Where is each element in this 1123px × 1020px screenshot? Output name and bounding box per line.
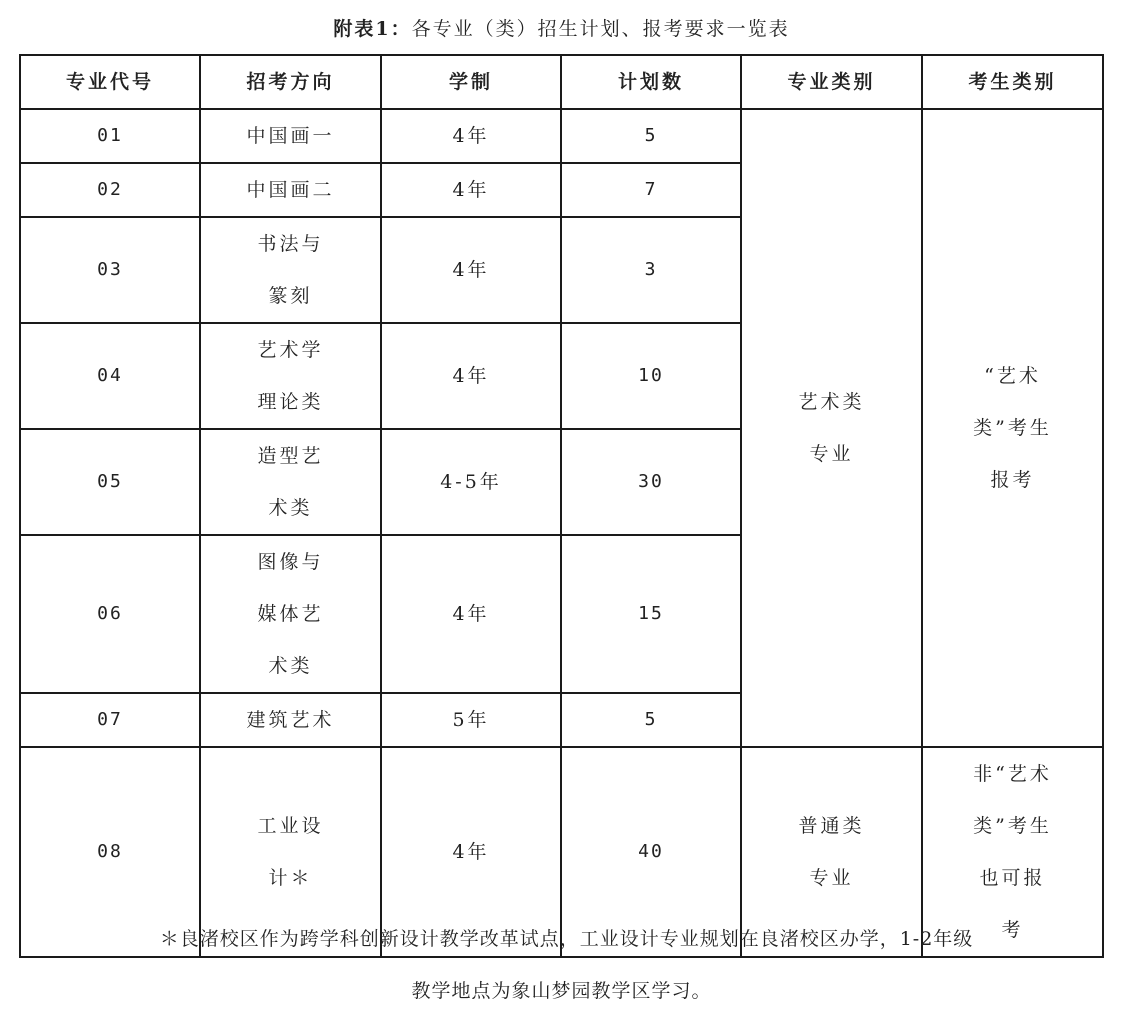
candidate-category-general-text: 非“艺术类”考生也可报考 [973, 763, 1052, 941]
cell-years: 4年 [381, 109, 561, 163]
cell-direction: 中国画二 [200, 163, 381, 217]
direction-text: 工业设计＊ [257, 815, 324, 889]
footnote-line-1: ＊良渚校区作为跨学科创新设计教学改革试点，工业设计专业规划在良渚校区办学，1-2年级 [159, 928, 974, 950]
cell-years: 5年 [381, 693, 561, 747]
cell-code: 03 [20, 217, 200, 323]
cell-candidate-category-art [922, 109, 1103, 747]
table-header-row [20, 55, 1103, 109]
cell-years: 4年 [381, 747, 561, 957]
footnote-line-2: 教学地点为象山梦园教学区学习。 [411, 980, 712, 1002]
direction-text: 艺术学理论类 [257, 339, 324, 413]
cell-plan: 3 [561, 217, 741, 323]
cell-code: 08 [20, 747, 200, 957]
header-major-category: 专业类别 [741, 55, 922, 109]
cell-plan: 5 [561, 693, 741, 747]
title-text: 各专业（类）招生计划、报考要求一览表 [411, 18, 790, 40]
page-title [0, 14, 1123, 41]
cell-plan: 7 [561, 163, 741, 217]
enrollment-plan-table [19, 54, 1104, 958]
header-direction: 招考方向 [200, 55, 381, 109]
table-row [20, 109, 1103, 163]
title-prefix: 附表1： [333, 18, 412, 40]
header-candidate-category: 考生类别 [922, 55, 1103, 109]
cell-code: 04 [20, 323, 200, 429]
header-code: 专业代号 [20, 55, 200, 109]
cell-years: 4年 [381, 163, 561, 217]
cell-years: 4-5年 [381, 429, 561, 535]
cell-code: 07 [20, 693, 200, 747]
direction-text: 书法与篆刻 [257, 233, 324, 307]
direction-text: 图像与媒体艺术类 [257, 551, 324, 677]
major-category-general-text: 普通类专业 [798, 815, 865, 889]
cell-years: 4年 [381, 323, 561, 429]
major-category-art-text: 艺术类专业 [798, 391, 865, 465]
cell-direction: 建筑艺术 [200, 693, 381, 747]
cell-direction [200, 429, 381, 535]
cell-plan: 15 [561, 535, 741, 693]
header-plan: 计划数 [561, 55, 741, 109]
cell-code: 05 [20, 429, 200, 535]
cell-direction [200, 217, 381, 323]
cell-code: 02 [20, 163, 200, 217]
header-years: 学制 [381, 55, 561, 109]
cell-code: 06 [20, 535, 200, 693]
cell-years: 4年 [381, 217, 561, 323]
cell-plan: 10 [561, 323, 741, 429]
cell-plan: 40 [561, 747, 741, 957]
cell-direction: 中国画一 [200, 109, 381, 163]
cell-plan: 30 [561, 429, 741, 535]
cell-code: 01 [20, 109, 200, 163]
candidate-category-art-text: “艺术类”考生报考 [973, 365, 1052, 491]
direction-text: 造型艺术类 [257, 445, 324, 519]
cell-major-category-art [741, 109, 922, 747]
cell-direction [200, 323, 381, 429]
cell-direction [200, 535, 381, 693]
cell-years: 4年 [381, 535, 561, 693]
cell-plan: 5 [561, 109, 741, 163]
